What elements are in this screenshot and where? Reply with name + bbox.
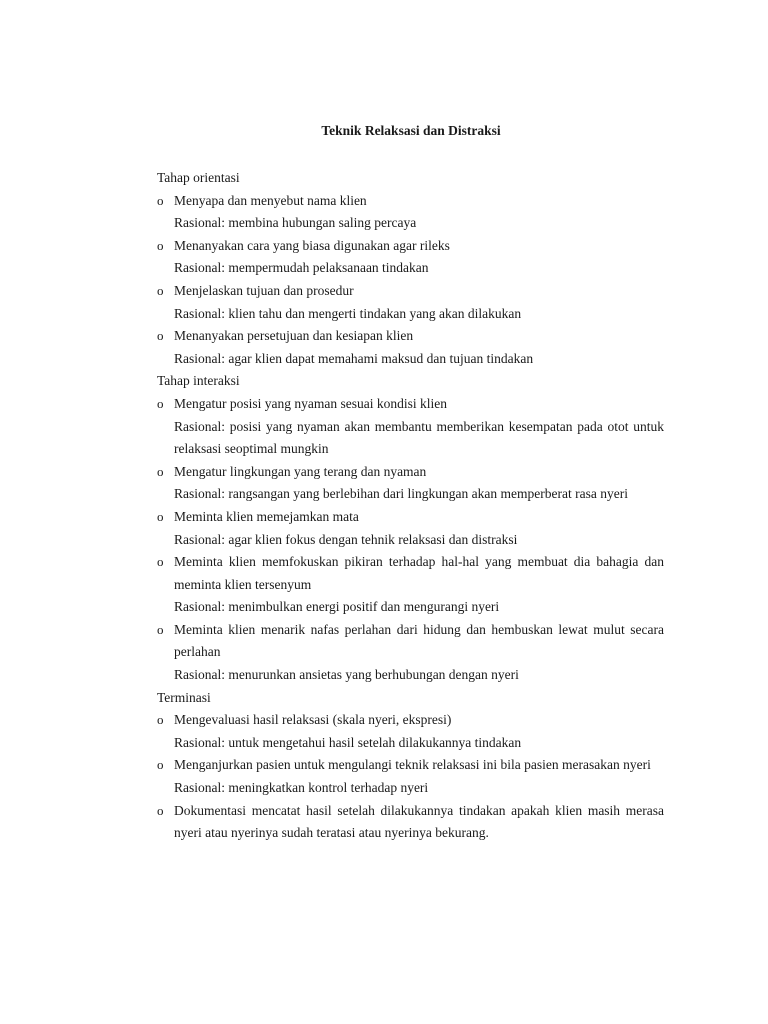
list-item — [157, 800, 664, 845]
bullet-icon: o — [157, 712, 164, 728]
list-item — [157, 393, 664, 416]
rationale-text: Rasional: meningkatkan kontrol terhadap nyeri — [174, 780, 429, 796]
rationale-text: Rasional: posisi yang nyaman akan membantu memberikan kesempatan pada otot untuk relaksasi seoptimal mungkin — [174, 418, 664, 457]
bullet-icon: o — [157, 508, 164, 524]
list-item-text: Menjelaskan tujuan dan prosedur — [174, 282, 354, 298]
bullet-icon: o — [157, 757, 164, 773]
list-item — [157, 190, 664, 213]
rationale-text: Rasional: rangsangan yang berlebihan dari lingkungan akan memperberat rasa nyeri — [174, 486, 628, 502]
list-item-text: Menganjurkan pasien untuk mengulangi teknik relaksasi ini bila pasien merasakan nyeri — [174, 757, 651, 773]
list-item — [157, 709, 664, 732]
list-item — [157, 619, 664, 664]
list-item — [157, 754, 664, 777]
bullet-icon: o — [157, 192, 164, 208]
list-item — [157, 461, 664, 484]
section-heading: Terminasi — [157, 689, 211, 705]
bullet-icon: o — [157, 463, 164, 479]
list-item — [157, 506, 664, 529]
bullet-icon: o — [157, 282, 164, 298]
list-item-text: Menanyakan persetujuan dan kesiapan klien — [174, 328, 414, 344]
list-item — [157, 235, 664, 258]
list-item-text: Meminta klien memejamkan mata — [174, 508, 359, 524]
list-item-text: Menanyakan cara yang biasa digunakan agar rileks — [174, 237, 450, 253]
list-item — [157, 280, 664, 303]
rationale-text: Rasional: untuk mengetahui hasil setelah dilakukannya tindakan — [174, 734, 522, 750]
document-title: Teknik Relaksasi dan Distraksi — [321, 123, 501, 138]
section-heading: Tahap orientasi — [157, 170, 240, 185]
list-item-text: Mengatur posisi yang nyaman sesuai kondisi klien — [174, 395, 447, 411]
rationale-text: Rasional: menimbulkan energi positif dan mengurangi nyeri — [174, 599, 500, 615]
document-body — [157, 167, 664, 845]
list-item-text: Dokumentasi mencatat hasil setelah dilakukannya tindakan apakah klien masih merasa nyeri atau nyerinya sudah teratasi atau nyerinya bekurang. — [174, 802, 664, 841]
rationale-text: Rasional: membina hubungan saling percaya — [174, 215, 417, 231]
list-item — [157, 551, 664, 596]
list-item-text: Mengatur lingkungan yang terang dan nyaman — [174, 463, 427, 479]
list-item — [157, 325, 664, 348]
list-item-text: Mengevaluasi hasil relaksasi (skala nyeri, ekspresi) — [174, 712, 452, 728]
bullet-icon: o — [157, 802, 164, 818]
bullet-icon: o — [157, 395, 164, 411]
rationale-text: Rasional: agar klien fokus dengan tehnik relaksasi dan distraksi — [174, 531, 518, 547]
bullet-icon: o — [157, 328, 164, 344]
list-item-text: Meminta klien menarik nafas perlahan dari hidung dan hembuskan lewat mulut secara perlahan — [174, 621, 664, 660]
bullet-icon: o — [157, 554, 164, 570]
bullet-icon: o — [157, 237, 164, 253]
list-item-text: Menyapa dan menyebut nama klien — [174, 192, 367, 208]
bullet-icon: o — [157, 621, 164, 637]
rationale-text: Rasional: klien tahu dan mengerti tindakan yang akan dilakukan — [174, 305, 522, 321]
rationale-text: Rasional: agar klien dapat memahami maksud dan tujuan tindakan — [174, 350, 534, 366]
list-item-text: Meminta klien memfokuskan pikiran terhadap hal-hal yang membuat dia bahagia dan meminta klien tersenyum — [174, 554, 664, 592]
rationale-text: Rasional: menurunkan ansietas yang berhubungan dengan nyeri — [174, 667, 519, 683]
section-heading: Tahap interaksi — [157, 373, 240, 389]
rationale-text: Rasional: mempermudah pelaksanaan tindakan — [174, 260, 429, 276]
